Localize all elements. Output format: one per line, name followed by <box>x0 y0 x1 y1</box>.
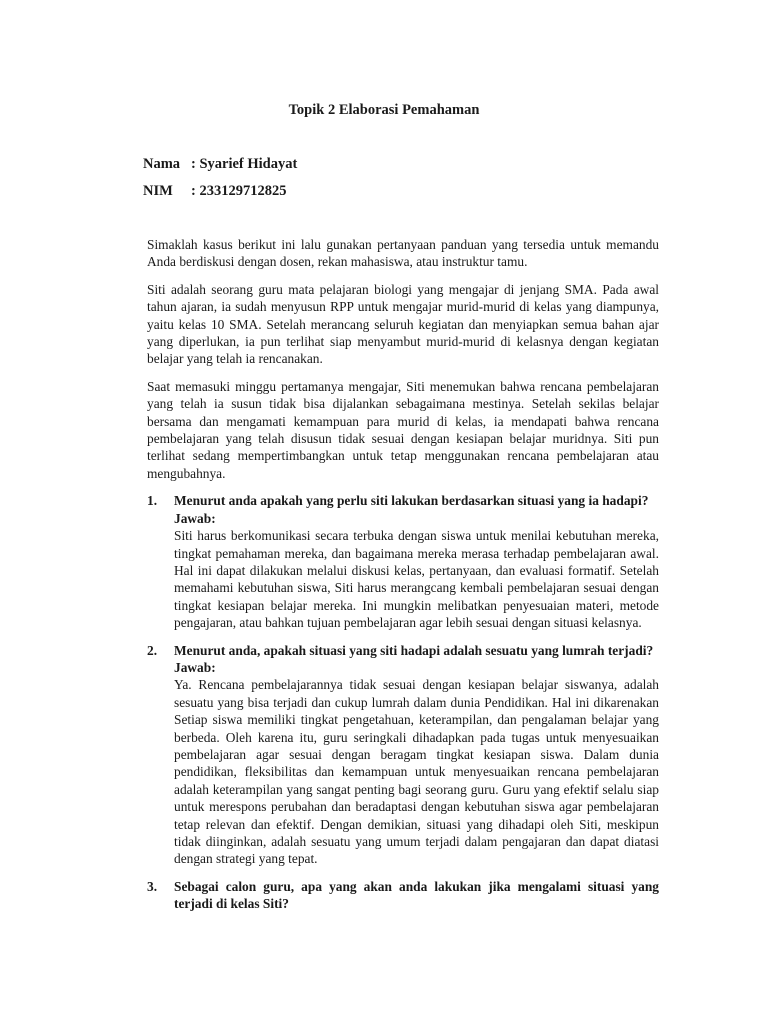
document-body <box>147 236 659 913</box>
question-text: Menurut anda, apakah situasi yang siti hadapi adalah sesuatu yang lumrah terjadi? <box>174 642 654 658</box>
name-value: : Syarief Hidayat <box>191 156 298 172</box>
document-title: Topik 2 Elaborasi Pemahaman <box>288 102 480 118</box>
case-paragraph-1: Siti adalah seorang guru mata pelajaran biologi yang mengajar di jenjang SMA. Pada awal tahun ajaran, ia sudah menyusun RPP untuk mengajar murid-murid di kelas yang diampunya, yaitu kelas 10 SMA. Setelah merancang seluruh kegiatan dan menyiapkan semua bahan ajar yang diperlukan, ia pun terlihat siap menyambut murid-murid di kelasnya dengan kegiatan belajar yang telah ia rencanakan. <box>147 281 659 367</box>
question-number: 2. <box>147 642 158 658</box>
question-item-2 <box>147 642 659 868</box>
question-item-3 <box>147 878 659 913</box>
name-row <box>143 156 297 173</box>
nim-row <box>143 183 286 200</box>
nim-value: : 233129712825 <box>191 183 287 199</box>
answer-label: Jawab: <box>174 659 216 675</box>
answer-text: Ya. Rencana pembelajarannya tidak sesuai dengan kesiapan belajar siswanya, adalah sesuatu yang bisa terjadi dan cukup lumrah dalam dunia Pendidikan. Hal ini dikarenakan Setiap siswa memiliki tingkat pengetahuan, keterampilan, dan pengalaman belajar yang berbeda. Oleh karena itu, guru seringkali dihadapkan pada tugas untuk menyesuaikan pembelajaran agar sesuai dengan beragam tingkat kesiapan siswa. Dalam dunia pendidikan, fleksibilitas dan kemampuan untuk menyesuaikan rencana pembelajaran adalah keterampilan yang sangat penting bagi seorang guru. Guru yang efektif selalu siap untuk merespons perubahan dan beradaptasi dengan kebutuhan siswa agar pembelajaran tetap relevan dan efektif. Dengan demikian, situasi yang dihadapi oleh Siti, meskipun tidak diinginkan, adalah sesuatu yang umum terjadi dalam pengajaran dan dapat diatasi dengan strategi yang tepat. <box>174 677 659 867</box>
question-item-1 <box>147 492 659 631</box>
question-text: Sebagai calon guru, apa yang akan anda lakukan jika mengalami situasi yang terjadi di kelas Siti? <box>174 878 659 912</box>
question-number: 3. <box>147 878 158 894</box>
case-paragraph-2: Saat memasuki minggu pertamanya mengajar, Siti menemukan bahwa rencana pembelajaran yang telah ia susun tidak bisa dijalankan sebagaimana mestinya. Setelah sekilas belajar bersama dan mengamati kemampuan para murid di kelas, ia mendapati bahwa rencana pembelajaran yang telah disusun tidak sesuai dengan kesiapan belajar muridnya. Siti pun terlihat sedang mempertimbangkan untuk tetap menggunakan rencana pembelajaran atau mengubahnya. <box>147 378 659 481</box>
question-list <box>147 492 659 912</box>
nim-label: NIM <box>143 183 173 199</box>
name-label: Nama <box>143 156 181 172</box>
question-number: 1. <box>147 493 158 509</box>
answer-label: Jawab: <box>174 510 216 526</box>
intro-paragraph: Simaklah kasus berikut ini lalu gunakan pertanyaan panduan yang tersedia untuk memandu Anda berdiskusi dengan dosen, rekan mahasiswa, atau instruktur tamu. <box>147 237 659 270</box>
question-text: Menurut anda apakah yang perlu siti lakukan berdasarkan situasi yang ia hadapi? <box>174 493 649 509</box>
answer-text: Siti harus berkomunikasi secara terbuka dengan siswa untuk menilai kebutuhan mereka, tingkat pemahaman mereka, dan bagaimana mereka merasa terhadap pembelajaran awal. Hal ini dapat dilakukan melalui diskusi kelas, pertanyaan, dan evaluasi formatif. Setelah memahami kebutuhan siswa, Siti harus merangcang kembali pembelajaran sesuai dengan tingkat kesiapan belajar mereka. Ini mungkin melibatkan penyesuaian materi, metode pengajaran, atau bahkan tujuan pembelajaran agar lebih sesuai dengan situasi kelasnya. <box>174 528 659 631</box>
